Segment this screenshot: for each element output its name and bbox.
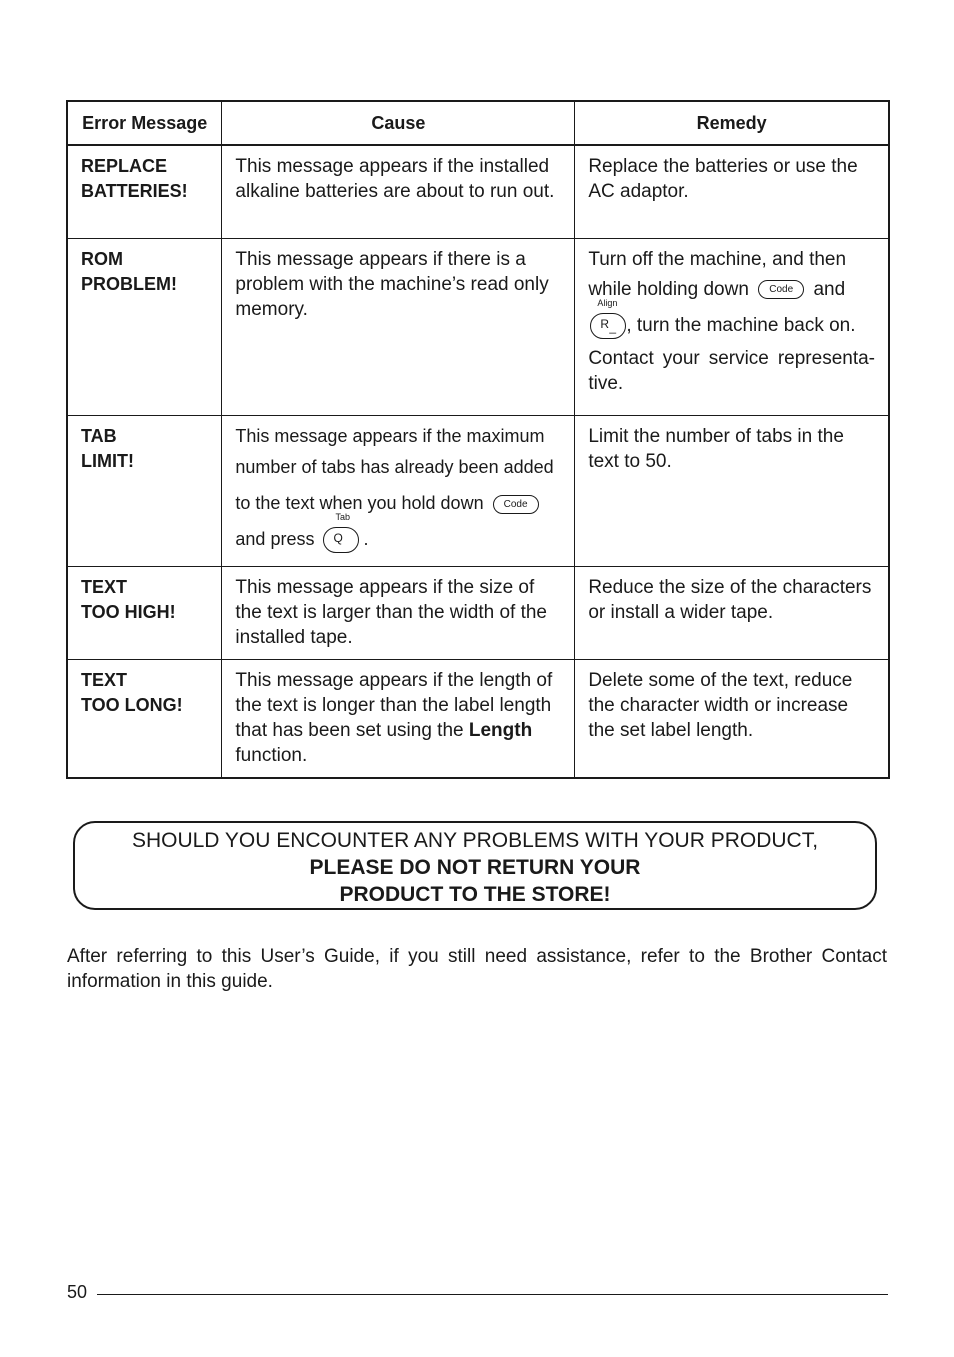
remedy-text: and xyxy=(813,279,846,300)
header-remedy: Remedy xyxy=(575,101,889,145)
key-superscript: Tab xyxy=(335,512,350,523)
error-message-line: TAB xyxy=(81,426,117,446)
key-superscript: Align xyxy=(597,297,618,308)
cause-text: This message appears if the length of the text is longer than the label length that has been set using the xyxy=(235,670,553,741)
remedy-line-with-key xyxy=(588,297,875,344)
tab-q-key-icon xyxy=(323,512,359,553)
remedy-cell: Replace the batteries or use the AC adaptor. xyxy=(575,145,889,239)
notice-line-bold: PRODUCT TO THE STORE! xyxy=(339,883,611,906)
error-message-table xyxy=(66,100,890,779)
remedy-cell: Delete some of the text, reduce the character width or increase the set label length. xyxy=(575,660,889,779)
remedy-text: while holding down xyxy=(588,279,749,300)
code-key-icon: Code xyxy=(493,495,539,514)
page-number: 50 xyxy=(67,1282,88,1302)
cause-cell: This message appears if the installed alkaline batteries are about to run out. xyxy=(222,145,575,239)
cause-bold-term: Length xyxy=(468,720,533,741)
error-message-cell xyxy=(67,239,222,416)
table-row xyxy=(67,567,889,660)
remedy-cell: Limit the number of tabs in the text to 50. xyxy=(575,416,889,567)
cause-cell xyxy=(222,660,575,779)
remedy-line: Contact your service representa-tive. xyxy=(588,348,875,394)
cause-text: function. xyxy=(235,745,308,766)
assistance-paragraph: After referring to this User’s Guide, if you still need assistance, refer to the Brother Contact information in this guide. xyxy=(67,946,887,992)
cause-line-with-key xyxy=(235,485,561,521)
error-message-line: PROBLEM! xyxy=(81,274,177,294)
notice-line-bold: PLEASE DO NOT RETURN YOUR xyxy=(309,856,641,879)
error-message-cell xyxy=(67,567,222,660)
cause-text: to the text when you hold down xyxy=(235,493,484,513)
return-notice-box xyxy=(73,821,877,910)
cause-text: . xyxy=(363,529,369,549)
remedy-cell: Reduce the size of the characters or install a wider tape. xyxy=(575,567,889,660)
error-message-line: REPLACE xyxy=(81,156,168,176)
cause-line: This message appears if the maximum xyxy=(235,426,545,446)
table-row xyxy=(67,416,889,567)
footer-rule xyxy=(97,1294,888,1295)
error-message-line: ROM xyxy=(81,249,123,269)
error-message-line: LIMIT! xyxy=(81,451,134,471)
error-message-line: TEXT xyxy=(81,670,128,690)
cause-text: and press xyxy=(235,529,315,549)
error-message-line: TEXT xyxy=(81,577,128,597)
notice-line: SHOULD YOU ENCOUNTER ANY PROBLEMS WITH YOUR PRODUCT, xyxy=(131,829,819,852)
remedy-cell xyxy=(575,239,889,416)
error-message-cell xyxy=(67,416,222,567)
table-header-row xyxy=(67,101,889,145)
table-row xyxy=(67,239,889,416)
error-message-line: BATTERIES! xyxy=(81,181,188,201)
code-key-icon: Code xyxy=(758,280,804,299)
cause-line: number of tabs has already been added xyxy=(235,457,554,477)
remedy-line-with-key xyxy=(588,272,875,308)
cause-cell: This message appears if the size of the text is larger than the width of the installed tape. xyxy=(222,567,575,660)
cause-line-with-key xyxy=(235,512,561,557)
error-message-cell xyxy=(67,660,222,779)
error-message-line: TOO HIGH! xyxy=(81,602,176,622)
header-cause: Cause xyxy=(222,101,575,145)
key-underscore: _ xyxy=(609,319,617,334)
error-message-cell xyxy=(67,145,222,239)
key-letter: Q xyxy=(333,531,343,546)
remedy-text: , turn the machine back on. xyxy=(626,315,856,336)
align-r-key-icon xyxy=(590,297,626,339)
cause-cell: This message appears if there is a problem with the machine’s read only memory. xyxy=(222,239,575,416)
table-row xyxy=(67,660,889,779)
table-row xyxy=(67,145,889,239)
error-message-line: TOO LONG! xyxy=(81,695,183,715)
key-letter: R xyxy=(600,316,609,331)
remedy-line: Turn off the machine, and then xyxy=(588,249,847,270)
cause-cell xyxy=(222,416,575,567)
header-error-message: Error Message xyxy=(67,101,222,145)
